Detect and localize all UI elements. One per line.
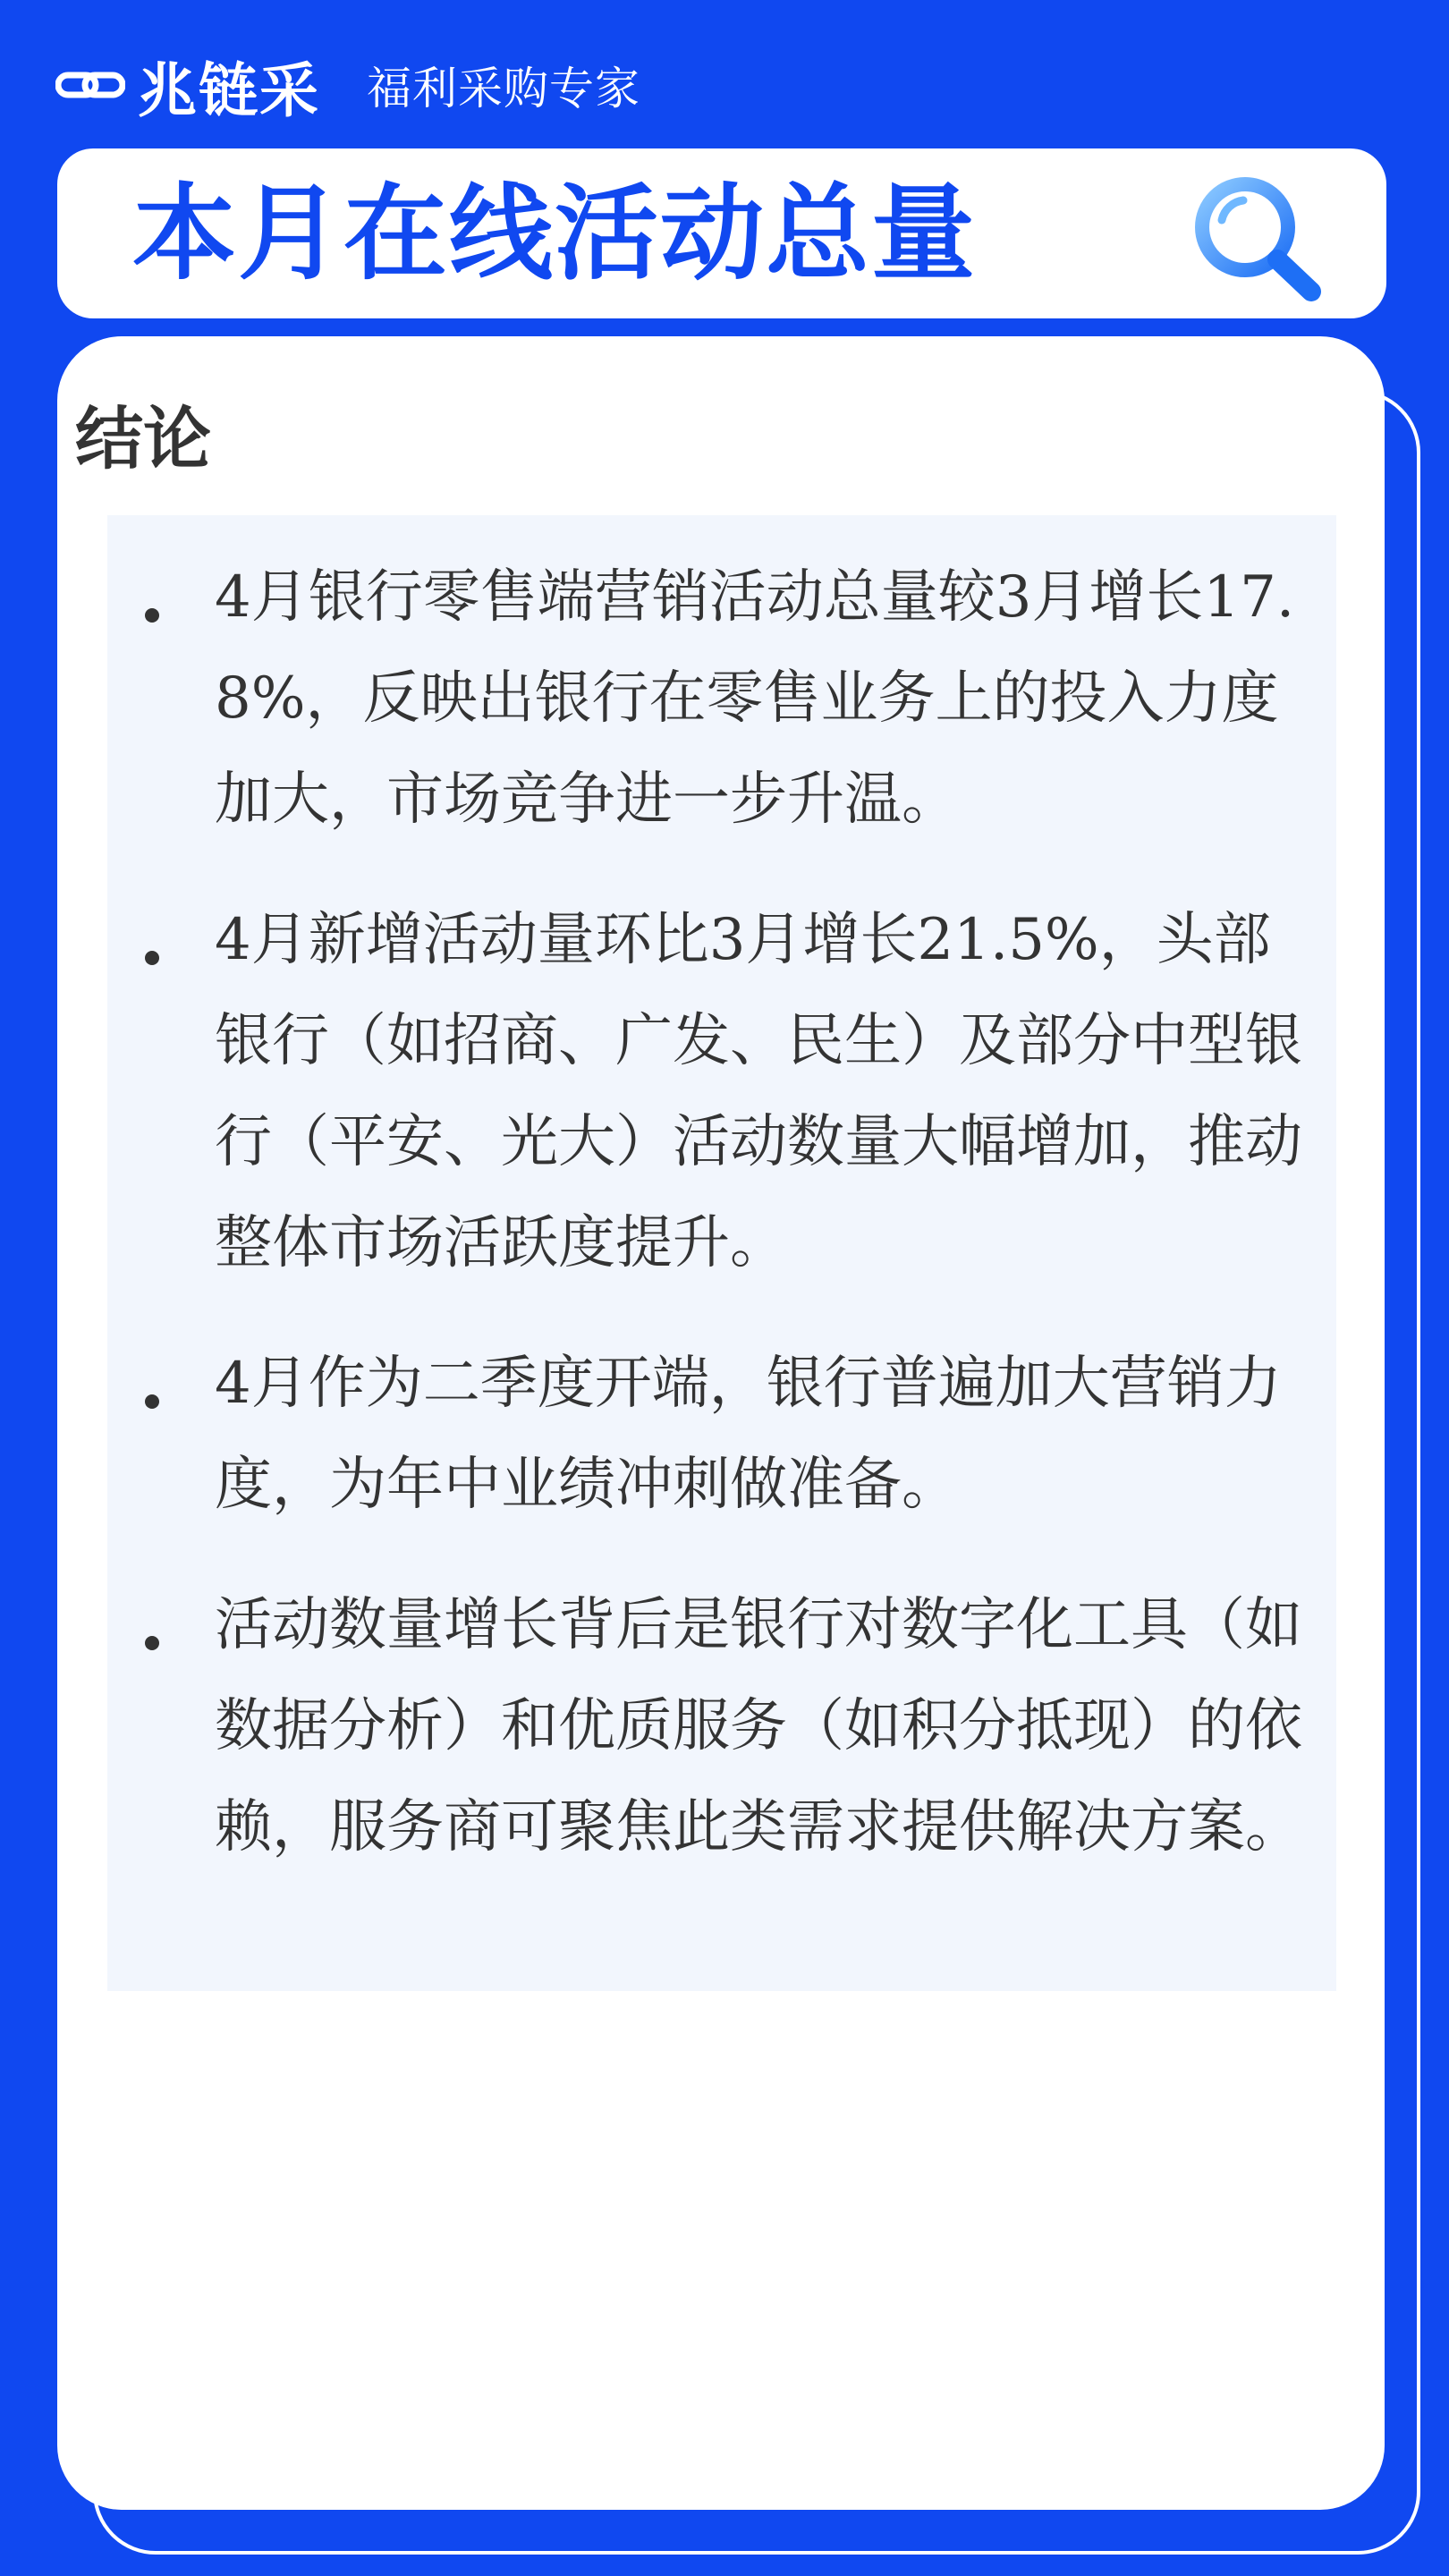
brand-slogan: 福利采购专家 <box>367 63 640 114</box>
list-item-text: 4月银行零售端营销活动总量较3月增长17.8%，反映出银行在零售业务上的投入力度加大，市场竞争进一步升温。 <box>215 564 1295 833</box>
bullet-dot-icon <box>145 1394 159 1409</box>
list-item-text: 活动数量增长背后是银行对数字化工具（如数据分析）和优质服务（如积分抵现）的依赖，服务商可聚焦此类需求提供解决方案。 <box>215 1592 1302 1860</box>
page-title: 本月在线活动总量 <box>132 173 977 294</box>
section-title: 结论 <box>75 399 211 479</box>
list-item <box>107 1334 1336 1536</box>
conclusion-list <box>107 515 1336 1991</box>
chain-link-icon <box>55 67 125 103</box>
list-item <box>107 1575 1336 1878</box>
list-item-text: 4月新增活动量环比3月增长21.5%，头部银行（如招商、广发、民生）及部分中型银行（平安、光大）活动数量大幅增加，推动整体市场活跃度提升。 <box>215 907 1302 1276</box>
bullet-dot-icon <box>145 951 159 965</box>
search-icon <box>1186 170 1329 304</box>
list-item-text: 4月作为二季度开端，银行普遍加大营销力度，为年中业绩冲刺做准备。 <box>215 1351 1282 1518</box>
brand-name: 兆链采 <box>138 55 320 125</box>
bullet-dot-icon <box>145 608 159 623</box>
brand-header <box>55 45 640 125</box>
title-card <box>57 148 1386 318</box>
list-item <box>107 890 1336 1294</box>
bullet-dot-icon <box>145 1636 159 1650</box>
list-item <box>107 547 1336 851</box>
